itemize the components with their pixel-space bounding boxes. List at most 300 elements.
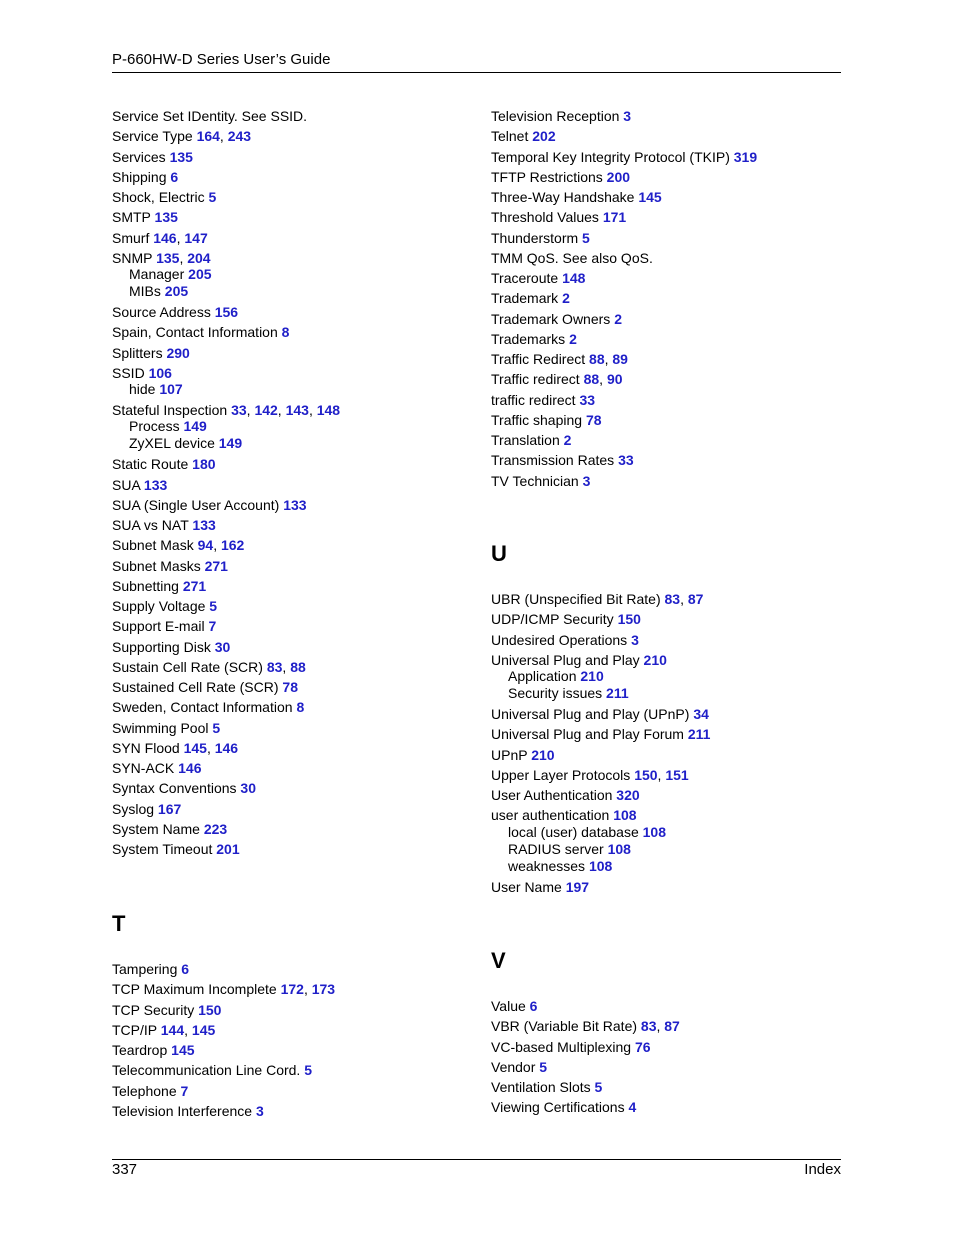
page-link[interactable]: 83 — [664, 591, 681, 607]
index-subentry — [491, 824, 851, 841]
page-link[interactable]: 107 — [159, 381, 183, 397]
index-entry — [112, 959, 472, 979]
index-term: RADIUS server — [508, 840, 604, 857]
index-subentry — [491, 858, 851, 875]
index-entry — [112, 1000, 472, 1020]
index-term: Sweden, Contact Information — [112, 699, 293, 716]
index-entry — [112, 302, 472, 322]
index-term: User Name — [491, 878, 562, 895]
index-entry — [491, 1037, 851, 1057]
index-term: Traffic redirect — [491, 371, 580, 388]
index-term: Support E-mail — [112, 618, 205, 635]
index-entry — [491, 630, 851, 650]
page-link[interactable]: 147 — [184, 229, 208, 246]
index-entry — [491, 589, 851, 609]
page-header-title: P-660HW-D Series User’s Guide — [112, 51, 331, 68]
index-entry — [491, 430, 851, 450]
index-entry — [112, 515, 472, 535]
index-entry — [491, 450, 851, 470]
page-link[interactable]: 210 — [643, 651, 667, 668]
index-term: Telecommunication Line Cord. — [112, 1062, 301, 1079]
index-entry — [491, 877, 851, 897]
page-link[interactable]: 202 — [532, 128, 556, 145]
index-term: Universal Plug and Play — [491, 651, 640, 668]
index-term: Shock, Electric — [112, 189, 205, 205]
index-subentry — [112, 283, 472, 300]
page-link[interactable]: 8 — [296, 699, 305, 716]
index-term: SUA vs NAT — [112, 517, 189, 533]
index-entry — [112, 576, 472, 596]
index-entry — [112, 799, 472, 819]
section-letter-t: T — [112, 911, 126, 936]
page-link[interactable]: 5 — [594, 1079, 603, 1095]
page-link[interactable]: 201 — [216, 841, 240, 857]
index-subentry — [491, 841, 851, 858]
index-entry — [112, 596, 472, 616]
page-link[interactable]: 76 — [634, 1038, 651, 1055]
index-entry — [491, 207, 851, 227]
index-column-t-left — [112, 959, 472, 1121]
index-entry — [112, 106, 472, 126]
index-term: Traffic Redirect — [491, 351, 586, 367]
page-link[interactable]: 143 — [285, 402, 309, 418]
index-entry — [491, 785, 851, 805]
page-link[interactable]: 78 — [282, 679, 298, 695]
index-entry — [112, 1081, 472, 1101]
page-link[interactable]: 2 — [562, 290, 570, 307]
page-link[interactable]: 319 — [733, 148, 758, 165]
index-term: Thunderstorm — [491, 229, 579, 246]
index-subentry — [491, 685, 851, 702]
page-link[interactable]: 149 — [183, 418, 207, 435]
page-link[interactable]: 290 — [166, 344, 190, 361]
page-link[interactable]: 210 — [580, 668, 604, 684]
page-link[interactable]: 3 — [623, 108, 632, 124]
index-term: SUA (Single User Account) — [112, 496, 280, 513]
index-term: TCP Security — [112, 1001, 195, 1018]
page-link[interactable]: 108 — [588, 857, 613, 874]
page-link[interactable]: 144 — [160, 1021, 185, 1038]
page-link[interactable]: 5 — [539, 1058, 548, 1075]
index-term: Trademark — [491, 290, 559, 307]
section-letter-v: V — [491, 948, 506, 973]
index-entry — [491, 704, 851, 724]
index-term: SYN Flood — [112, 739, 180, 756]
page-separator: , — [657, 766, 666, 783]
page-link[interactable]: 243 — [227, 128, 252, 145]
index-term: Viewing Certifications — [491, 1099, 625, 1116]
index-term: Syntax Conventions — [112, 780, 237, 797]
page-link[interactable]: 33 — [579, 391, 596, 408]
index-term: SYN-ACK — [112, 760, 175, 776]
index-term: Spain, Contact Information — [112, 324, 278, 341]
page-separator: , — [599, 371, 607, 388]
index-entry — [491, 187, 851, 207]
index-term: Three-Way Handshake — [491, 189, 635, 205]
page-link[interactable]: 2 — [563, 432, 572, 448]
index-entry — [491, 805, 851, 825]
page-link[interactable]: 151 — [665, 766, 689, 783]
page-link[interactable]: 5 — [212, 719, 221, 736]
footer-page-number: 337 — [112, 1161, 138, 1178]
index-term: TCP Maximum Incomplete — [112, 981, 277, 998]
page-link[interactable]: 108 — [613, 807, 637, 824]
page-link[interactable]: 320 — [616, 787, 640, 803]
page-link[interactable]: 197 — [565, 878, 590, 895]
index-term: Subnet Masks — [112, 557, 201, 574]
index-entry — [491, 765, 851, 785]
index-entry — [491, 309, 851, 329]
index-term: Splitters — [112, 344, 163, 361]
page-link[interactable]: 78 — [585, 411, 602, 428]
index-entry — [491, 349, 851, 369]
index-entry — [491, 228, 851, 248]
index-term: Universal Plug and Play Forum — [491, 726, 684, 743]
page-link[interactable]: 205 — [188, 266, 212, 282]
index-entry — [112, 187, 472, 207]
index-entry — [112, 322, 472, 342]
index-entry — [491, 1077, 851, 1097]
index-entry — [112, 167, 472, 187]
index-entry — [112, 758, 472, 778]
page-link[interactable]: 145 — [191, 1021, 216, 1038]
page-link[interactable]: 145 — [183, 739, 207, 756]
index-entry — [491, 329, 851, 349]
index-column-v — [491, 996, 851, 1118]
index-term: System Name — [112, 820, 200, 837]
index-entry — [491, 167, 851, 187]
index-term: User Authentication — [491, 787, 613, 803]
page-link[interactable]: 148 — [562, 270, 586, 286]
page-link[interactable]: 34 — [693, 706, 709, 722]
index-entry — [112, 475, 472, 495]
index-entry — [491, 1057, 851, 1077]
index-entry — [491, 268, 851, 288]
index-term: Stateful Inspection — [112, 402, 228, 418]
index-entry — [491, 745, 851, 765]
index-term: Vendor — [491, 1058, 536, 1075]
index-subentry — [112, 266, 472, 283]
page-link[interactable]: 83 — [640, 1018, 657, 1035]
page-link[interactable]: 211 — [606, 685, 629, 701]
index-entry — [112, 697, 472, 717]
index-term: Static Route — [112, 456, 189, 473]
page-link[interactable]: 6 — [529, 998, 538, 1014]
index-entry — [112, 738, 472, 758]
page-separator: , — [282, 658, 291, 675]
page-link[interactable]: 180 — [192, 456, 216, 473]
index-term: UPnP — [491, 746, 528, 763]
index-entry — [112, 979, 472, 999]
page-link[interactable]: 30 — [240, 780, 256, 797]
index-entry — [491, 471, 851, 491]
index-term: System Timeout — [112, 841, 213, 857]
index-entry — [112, 819, 472, 839]
index-subentry — [112, 418, 472, 435]
index-term: traffic redirect — [491, 391, 576, 408]
page-separator: , — [656, 1018, 665, 1035]
index-entry — [112, 1101, 472, 1121]
page-link[interactable]: 89 — [612, 351, 628, 367]
page-separator: , — [184, 1021, 192, 1038]
index-term: Sustain Cell Rate (SCR) — [112, 658, 263, 675]
page-link[interactable]: 172 — [280, 981, 304, 998]
index-entry — [112, 343, 472, 363]
index-term: Supporting Disk — [112, 638, 211, 655]
page-link[interactable]: 148 — [316, 402, 341, 418]
index-term: Subnet Mask — [112, 537, 194, 554]
index-subentry — [112, 435, 472, 452]
index-entry — [491, 147, 851, 167]
page-separator: , — [179, 249, 188, 266]
footer-section-name: Index — [804, 1161, 841, 1178]
index-entry — [491, 1097, 851, 1117]
index-term: Sustained Cell Rate (SCR) — [112, 679, 279, 695]
index-term: Teardrop — [112, 1042, 168, 1058]
page-separator: , — [206, 739, 215, 756]
page-link[interactable]: 4 — [628, 1099, 637, 1116]
index-entry — [112, 778, 472, 798]
index-term: SMTP — [112, 209, 151, 226]
page-link[interactable]: 146 — [178, 760, 202, 776]
page-link[interactable]: 94 — [197, 537, 214, 554]
index-entry — [112, 1040, 472, 1060]
page-link[interactable]: 3 — [582, 472, 591, 489]
index-term: user authentication — [491, 807, 610, 824]
index-entry — [491, 410, 851, 430]
page-link[interactable]: 33 — [618, 452, 634, 469]
page-link[interactable]: 87 — [687, 591, 704, 607]
index-term: Service Set IDentity. See SSID. — [112, 108, 308, 124]
index-term: SNMP — [112, 249, 153, 266]
index-term: Universal Plug and Play (UPnP) — [491, 706, 690, 722]
index-term: Services — [112, 148, 166, 165]
page-link[interactable]: 3 — [631, 631, 639, 648]
page-link[interactable]: 205 — [164, 283, 189, 299]
index-entry — [112, 207, 472, 227]
page-separator: , — [219, 128, 228, 145]
page-link[interactable]: 204 — [187, 249, 211, 266]
index-term: Security issues — [508, 685, 603, 701]
index-term: SUA — [112, 476, 141, 493]
footer-divider — [112, 1159, 841, 1160]
page-link[interactable]: 2 — [614, 310, 622, 327]
index-entry — [491, 248, 851, 268]
page-link[interactable]: 6 — [170, 168, 179, 185]
page-link[interactable]: 150 — [634, 766, 658, 783]
index-term: UBR (Unspecified Bit Rate) — [491, 591, 661, 607]
page-link[interactable]: 271 — [204, 557, 228, 574]
index-entry — [491, 288, 851, 308]
index-entry — [112, 535, 472, 555]
index-term: Television Interference — [112, 1102, 253, 1119]
index-term: Upper Layer Protocols — [491, 766, 631, 783]
page-link[interactable]: 135 — [169, 148, 193, 165]
index-term: MIBs — [129, 283, 161, 299]
page-link[interactable]: 6 — [181, 961, 190, 977]
page-link[interactable]: 33 — [231, 402, 247, 418]
page-link[interactable]: 142 — [254, 402, 278, 418]
page-link[interactable]: 7 — [208, 618, 217, 635]
page-link[interactable]: 83 — [266, 658, 283, 675]
page-link[interactable]: 200 — [606, 168, 631, 185]
page-link[interactable]: 5 — [208, 189, 217, 205]
page-link[interactable]: 145 — [638, 189, 662, 205]
page-link[interactable]: 7 — [180, 1082, 189, 1099]
index-entry — [112, 718, 472, 738]
index-entry — [491, 609, 851, 629]
index-term: Swimming Pool — [112, 719, 209, 736]
index-term: Service Type — [112, 128, 193, 145]
index-entry — [112, 228, 472, 248]
index-entry — [112, 1020, 472, 1040]
index-entry — [491, 724, 851, 744]
index-term: local (user) database — [508, 823, 639, 840]
page-link[interactable]: 133 — [283, 496, 307, 513]
index-term: Ventilation Slots — [491, 1079, 591, 1095]
index-term: TV Technician — [491, 472, 579, 489]
index-term: Shipping — [112, 168, 167, 185]
page-link[interactable]: 3 — [255, 1102, 264, 1119]
index-column-t-right — [491, 106, 851, 491]
page-separator: , — [213, 537, 221, 554]
index-term: Trademarks — [491, 330, 566, 347]
page-link[interactable]: 2 — [569, 330, 577, 347]
index-term: Smurf — [112, 229, 150, 246]
index-entry — [112, 248, 472, 268]
page-separator: , — [604, 351, 613, 367]
page-link[interactable]: 5 — [209, 598, 218, 614]
index-subentry — [491, 668, 851, 685]
index-entry — [491, 126, 851, 146]
page-link[interactable]: 167 — [157, 800, 182, 817]
index-entry — [112, 677, 472, 697]
index-term: Telnet — [491, 128, 529, 145]
index-entry — [112, 616, 472, 636]
section-letter-u: U — [491, 541, 507, 566]
page-link[interactable]: 88 — [290, 658, 306, 675]
index-subentry — [112, 381, 472, 398]
index-term: VBR (Variable Bit Rate) — [491, 1018, 638, 1035]
page-link[interactable]: 106 — [148, 364, 172, 381]
page-separator: , — [680, 591, 688, 607]
page-link[interactable]: 133 — [192, 517, 216, 533]
page-separator: , — [246, 402, 255, 418]
page-link[interactable]: 5 — [304, 1062, 313, 1079]
index-entry — [112, 657, 472, 677]
index-term: Translation — [491, 432, 560, 448]
index-term: Subnetting — [112, 577, 179, 594]
index-entry — [491, 106, 851, 126]
page-link[interactable]: 271 — [182, 577, 207, 594]
index-entry — [112, 147, 472, 167]
page-link[interactable]: 135 — [156, 249, 180, 266]
page-separator: , — [308, 402, 317, 418]
index-term: Process — [129, 418, 180, 435]
index-entry — [112, 363, 472, 383]
page-link[interactable]: 88 — [583, 371, 600, 388]
index-term: Manager — [129, 266, 185, 282]
page-separator: , — [176, 229, 185, 246]
index-column-s — [112, 106, 472, 859]
index-term: Threshold Values — [491, 209, 599, 226]
index-entry — [112, 495, 472, 515]
index-term: Telephone — [112, 1082, 177, 1099]
index-term: TCP/IP — [112, 1021, 157, 1038]
index-term: weaknesses — [508, 857, 586, 874]
page-link[interactable]: 108 — [607, 840, 631, 857]
page-link[interactable]: 211 — [687, 726, 711, 743]
index-term: Undesired Operations — [491, 631, 628, 648]
page-link[interactable]: 173 — [311, 981, 336, 998]
index-term: Tampering — [112, 961, 178, 977]
index-entry — [112, 556, 472, 576]
index-entry — [491, 390, 851, 410]
index-entry — [491, 996, 851, 1016]
page-link[interactable]: 156 — [214, 304, 239, 320]
page-link[interactable]: 133 — [143, 476, 168, 493]
page-link[interactable]: 210 — [531, 746, 555, 763]
page-link[interactable]: 162 — [220, 537, 245, 554]
page-link[interactable]: 88 — [589, 351, 605, 367]
page-link[interactable]: 145 — [171, 1042, 195, 1058]
page-link[interactable]: 149 — [218, 435, 243, 452]
page-link[interactable]: 108 — [642, 823, 666, 840]
page-link[interactable]: 87 — [664, 1018, 680, 1035]
index-entry — [112, 454, 472, 474]
page-link[interactable]: 150 — [198, 1001, 222, 1018]
index-term: UDP/ICMP Security — [491, 611, 614, 628]
page-link[interactable]: 223 — [203, 820, 228, 837]
index-term: TMM QoS. See also QoS. — [491, 249, 653, 266]
page-link[interactable]: 146 — [214, 739, 239, 756]
index-term: Syslog — [112, 800, 155, 817]
index-term: Television Reception — [491, 108, 620, 124]
index-term: Temporal Key Integrity Protocol (TKIP) — [491, 148, 730, 165]
index-entry — [112, 400, 472, 420]
page-link[interactable]: 146 — [153, 229, 177, 246]
index-entry — [491, 650, 851, 670]
index-term: Traceroute — [491, 270, 559, 286]
page-link[interactable]: 135 — [154, 209, 178, 226]
index-entry — [491, 369, 851, 389]
index-term: SSID — [112, 364, 145, 381]
index-term: Trademark Owners — [491, 310, 611, 327]
index-term: Transmission Rates — [491, 452, 615, 469]
page-link[interactable]: 171 — [602, 209, 627, 226]
index-entry — [112, 1060, 472, 1080]
index-term: Traffic shaping — [491, 411, 583, 428]
page-link[interactable]: 30 — [214, 638, 231, 655]
index-term: Supply Voltage — [112, 598, 206, 614]
page-link[interactable]: 90 — [606, 371, 623, 388]
index-term: TFTP Restrictions — [491, 168, 603, 185]
index-column-u — [491, 589, 851, 897]
page-link[interactable]: 8 — [281, 324, 290, 341]
page-link[interactable]: 5 — [582, 229, 590, 246]
index-term: hide — [129, 381, 156, 397]
index-entry — [112, 839, 472, 859]
page-separator: , — [277, 402, 286, 418]
index-entry — [112, 637, 472, 657]
index-term: Value — [491, 998, 526, 1014]
page-link[interactable]: 150 — [617, 611, 641, 628]
index-entry — [112, 126, 472, 146]
index-term: ZyXEL device — [129, 435, 215, 452]
index-term: Source Address — [112, 304, 211, 320]
index-term: VC-based Multiplexing — [491, 1038, 632, 1055]
page-link[interactable]: 164 — [196, 128, 220, 145]
